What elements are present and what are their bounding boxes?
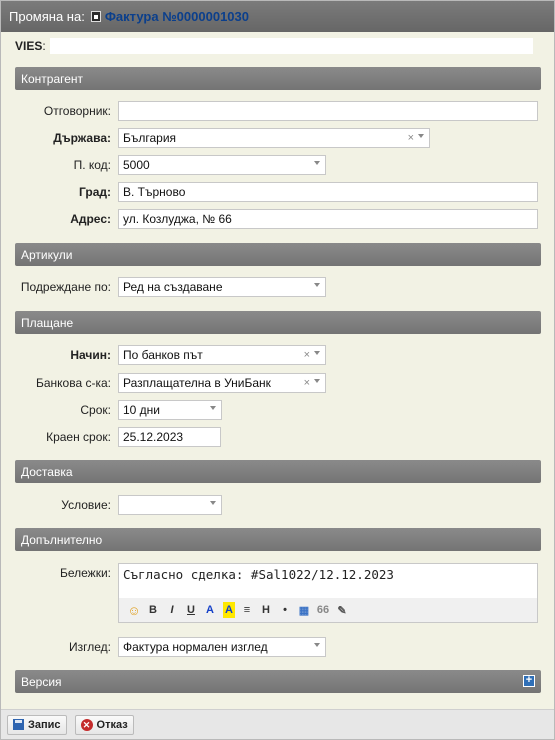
responsible-label: Отговорник: [43, 104, 111, 118]
vies-label: VIES [15, 39, 43, 53]
clear-icon[interactable]: × [303, 349, 310, 361]
dialog-footer [1, 709, 554, 739]
underline-button[interactable]: U [187, 604, 195, 616]
sort-by-label: Подреждане по: [20, 280, 111, 294]
section-version[interactable] [15, 670, 541, 693]
row-country [1, 128, 554, 150]
chevron-down-icon[interactable] [210, 501, 216, 505]
row-notes [1, 563, 554, 625]
section-additional[interactable] [15, 528, 541, 551]
chevron-down-icon[interactable] [418, 134, 424, 138]
postcode-label: П. код: [73, 158, 111, 172]
align-icon[interactable]: ≡ [243, 604, 251, 616]
condition-select[interactable] [118, 495, 222, 515]
view-label: Изглед: [69, 640, 111, 654]
section-payment[interactable] [15, 311, 541, 334]
save-label: Запис [28, 718, 61, 731]
method-label: Начин: [70, 348, 111, 362]
cancel-label: Отказ [96, 718, 128, 731]
section-delivery[interactable] [15, 460, 541, 483]
row-view [1, 637, 554, 659]
section-delivery-title: Доставка [21, 464, 73, 479]
title-prefix: Промяна на: [9, 9, 85, 24]
italic-button[interactable]: I [170, 604, 174, 616]
term-select[interactable] [118, 400, 222, 420]
due-date-label: Краен срок: [46, 430, 111, 444]
notes-editor[interactable] [118, 563, 538, 623]
country-select[interactable] [118, 128, 430, 148]
row-bank-account [1, 373, 554, 395]
payment-method-select[interactable] [118, 345, 326, 365]
chevron-down-icon[interactable] [314, 283, 320, 287]
section-counterparty[interactable] [15, 67, 541, 90]
text-color-button[interactable]: A [206, 604, 214, 616]
section-payment-title: Плащане [21, 315, 74, 330]
address-input[interactable]: ул. Козлуджа, № 66 [118, 209, 538, 229]
view-value: Фактура нормален изглед [123, 640, 268, 654]
responsible-input[interactable] [118, 101, 538, 121]
row-method [1, 345, 554, 367]
row-condition [1, 495, 554, 517]
row-term [1, 400, 554, 422]
section-version-title: Версия [21, 674, 62, 689]
cancel-icon: ✕ [81, 719, 93, 731]
notes-textarea[interactable]: Съгласно сделка: #Sal1022/12.12.2023 [123, 567, 394, 582]
row-sort-by [1, 277, 554, 299]
postcode-value: 5000 [123, 158, 150, 172]
section-additional-title: Допълнително [21, 532, 103, 547]
editor-toolbar [119, 598, 537, 622]
floppy-disk-icon [13, 719, 24, 730]
row-address [1, 209, 554, 231]
due-date-input[interactable]: 25.12.2023 [118, 427, 221, 447]
document-icon [91, 11, 101, 22]
chevron-down-icon[interactable] [314, 161, 320, 165]
bold-button[interactable]: B [149, 604, 157, 616]
emoji-icon[interactable]: ☺ [127, 602, 141, 618]
heading-button[interactable]: H [262, 604, 270, 616]
invoice-link[interactable]: Фактура №0000001030 [104, 9, 249, 24]
notes-label: Бележки: [59, 566, 111, 580]
clear-icon[interactable]: × [407, 132, 414, 144]
row-responsible [1, 101, 554, 123]
expand-plus-icon[interactable]: + [523, 675, 535, 687]
city-input[interactable]: В. Търново [118, 182, 538, 202]
bank-account-label: Банкова с-ка: [35, 376, 111, 390]
dialog-titlebar [1, 1, 554, 32]
row-due-date [1, 427, 554, 449]
bullet-button[interactable]: • [283, 604, 287, 616]
postcode-select[interactable] [118, 155, 326, 175]
attachment-icon[interactable]: ✎ [337, 604, 347, 617]
row-city [1, 182, 554, 204]
vies-row: VIES : [15, 38, 533, 54]
term-label: Срок: [80, 403, 111, 417]
sort-by-value: Ред на създаване [123, 280, 223, 294]
section-items-title: Артикули [21, 247, 73, 262]
chevron-down-icon[interactable] [210, 406, 216, 410]
view-select[interactable] [118, 637, 326, 657]
save-button[interactable] [7, 715, 67, 735]
section-items[interactable] [15, 243, 541, 266]
city-label: Град: [79, 185, 111, 199]
address-label: Адрес: [70, 212, 111, 226]
chevron-down-icon[interactable] [314, 379, 320, 383]
chevron-down-icon[interactable] [314, 351, 320, 355]
vies-value [50, 38, 533, 54]
cancel-button[interactable] [75, 715, 134, 735]
condition-label: Условие: [61, 498, 111, 512]
term-value: 10 дни [123, 403, 161, 417]
form-body [1, 32, 554, 709]
sort-by-select[interactable] [118, 277, 326, 297]
method-value: По банков път [123, 348, 203, 362]
quote-button[interactable]: 66 [316, 604, 330, 616]
row-postcode [1, 155, 554, 177]
chevron-down-icon[interactable] [314, 643, 320, 647]
country-value: България [123, 131, 177, 145]
highlight-button[interactable]: A [223, 602, 235, 618]
bank-account-select[interactable] [118, 373, 326, 393]
clear-icon[interactable]: × [303, 377, 310, 389]
country-label: Държава: [53, 131, 111, 145]
bank-account-value: Разплащателна в УниБанк [123, 376, 271, 390]
section-counterparty-title: Контрагент [21, 71, 84, 86]
table-icon[interactable]: ▦ [298, 604, 310, 617]
